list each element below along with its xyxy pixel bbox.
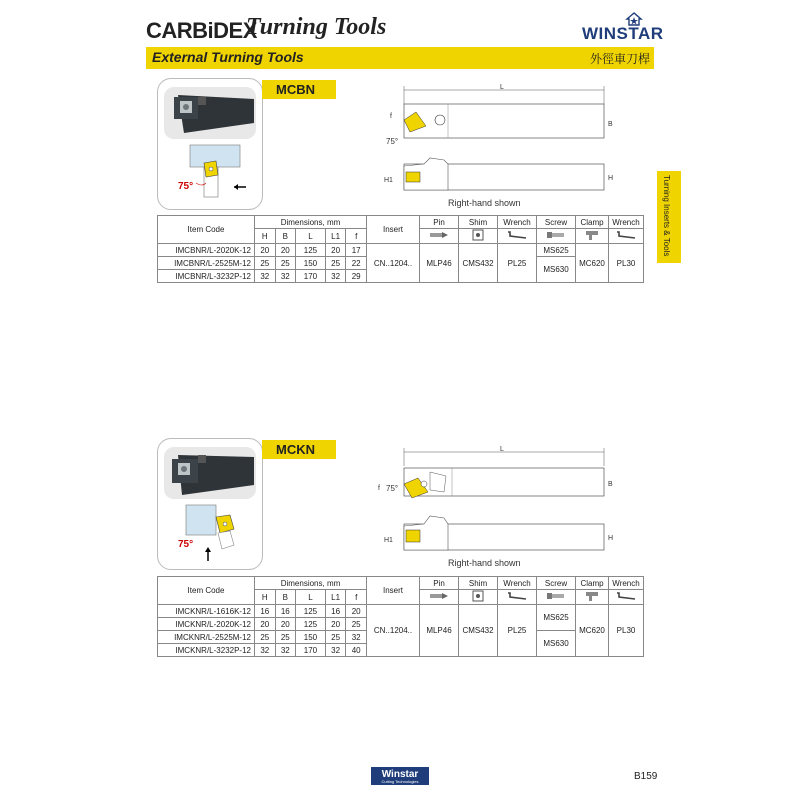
- tool-photo: [158, 441, 262, 505]
- col-item-code: Item Code: [158, 216, 255, 244]
- wrench-value: PL25: [498, 605, 537, 657]
- screw-value: MS625: [537, 244, 576, 257]
- dim-H: H: [608, 175, 614, 182]
- wrench-2-value: PL30: [609, 244, 644, 283]
- shim-value: CMS432: [459, 605, 498, 657]
- insert-value: CN..1204..: [367, 605, 420, 657]
- col-f: f: [346, 229, 367, 244]
- col-clamp: Clamp: [580, 217, 604, 227]
- col-screw: Screw: [544, 217, 568, 227]
- col-wrench-2: Wrench: [612, 578, 640, 588]
- clamp-value: MC620: [576, 605, 609, 657]
- col-screw: Screw: [544, 578, 568, 588]
- shim-icon: [471, 590, 485, 602]
- dim-angle: 75°: [386, 484, 399, 493]
- pin-value: MLP46: [420, 244, 459, 283]
- dim-L: L: [500, 84, 504, 91]
- wrench-2-icon: [615, 230, 637, 240]
- tool-drawing-mckn: [380, 444, 620, 574]
- footer-logo: [371, 767, 429, 785]
- insert-value: CN..1204..: [367, 244, 420, 283]
- col-wrench: Wrench: [503, 217, 531, 227]
- col-pin: Pin: [433, 217, 445, 227]
- col-wrench-2: Wrench: [612, 217, 640, 227]
- dim-L: L: [500, 446, 504, 453]
- col-shim: Shim: [468, 217, 488, 227]
- angle-label: 75°: [178, 539, 194, 550]
- col-H: H: [255, 229, 276, 244]
- winstar-logo-text: WINSTAR: [582, 24, 664, 43]
- product-photo-box-mckn: [157, 438, 263, 570]
- clamp-icon: [584, 590, 600, 602]
- clamp-icon: [584, 229, 600, 241]
- col-B: B: [275, 229, 296, 244]
- wrench-icon: [506, 230, 528, 240]
- col-f: f: [346, 590, 367, 605]
- pin-icon: [428, 230, 450, 240]
- insert-schematic: [158, 143, 262, 203]
- col-B: B: [275, 590, 296, 605]
- table-row: IMCKNR/L-2525M-12 25 25 150 25 32 MS630: [158, 631, 644, 644]
- col-L: L: [296, 590, 326, 605]
- dim-H1: H1: [384, 537, 393, 544]
- page-number: B159: [634, 771, 658, 782]
- dim-B: B: [608, 121, 613, 128]
- dim-B: B: [608, 481, 613, 488]
- drawing-caption: Right-hand shown: [448, 558, 521, 568]
- shim-icon: [471, 229, 485, 241]
- section-title-cn: 外徑車刀桿: [589, 52, 650, 66]
- table-row: IMCKNR/L-1616K-12 16 16 125 16 20 CN..1204.. MLP46 CMS432 PL25 MS625 MC620 PL30: [158, 605, 644, 618]
- pin-icon: [428, 591, 450, 601]
- section-bar: [146, 47, 654, 69]
- product-photo-box-mcbn: [157, 78, 263, 210]
- spec-table-mckn: [157, 576, 644, 657]
- table-row: IMCBNR/L-2525M-12 25 25 150 25 22 MS630: [158, 257, 644, 270]
- col-shim: Shim: [468, 578, 488, 588]
- page-title: Turning Tools: [246, 14, 387, 40]
- col-dimensions: Dimensions, mm: [255, 577, 367, 590]
- tool-photo: [158, 81, 262, 145]
- spec-table-mcbn: [157, 215, 644, 283]
- clamp-value: MC620: [576, 244, 609, 283]
- side-tab[interactable]: [657, 171, 681, 263]
- dim-H: H: [608, 535, 614, 542]
- shim-value: CMS432: [459, 244, 498, 283]
- dim-f: f: [390, 113, 392, 120]
- footer-logo-text: Winstar: [381, 769, 419, 780]
- screw-value: MS630: [537, 631, 576, 657]
- product-badge-mcbn: MCBN: [262, 80, 336, 99]
- section-title: External Turning Tools: [152, 49, 304, 65]
- side-tab-label: Turning Inserts & Tools: [662, 175, 671, 257]
- product-badge-mckn: MCKN: [262, 440, 336, 459]
- col-L1: L1: [325, 590, 346, 605]
- insert-schematic: [158, 503, 262, 563]
- pin-value: MLP46: [420, 605, 459, 657]
- table-row: IMCKNR/L-2020K-12 20 20 125 20 25: [158, 618, 644, 631]
- screw-icon: [545, 591, 567, 601]
- dim-angle: 75°: [386, 137, 399, 146]
- table-row: IMCBNR/L-3232P-12 32 32 170 32 29: [158, 270, 644, 283]
- col-item-code: Item Code: [158, 577, 255, 605]
- table-row: IMCKNR/L-3232P-12 32 32 170 32 40: [158, 644, 644, 657]
- col-H: H: [255, 590, 276, 605]
- col-L: L: [296, 229, 326, 244]
- col-L1: L1: [325, 229, 346, 244]
- drawing-caption: Right-hand shown: [448, 198, 521, 208]
- table-row: IMCBNR/L-2020K-12 20 20 125 20 17 CN..1204.. MLP46 CMS432 PL25 MS625 MC620 PL30: [158, 244, 644, 257]
- wrench-icon: [506, 591, 528, 601]
- wrench-value: PL25: [498, 244, 537, 283]
- wrench-2-icon: [615, 591, 637, 601]
- wrench-2-value: PL30: [609, 605, 644, 657]
- angle-label: 75°: [178, 181, 194, 192]
- col-insert: Insert: [367, 216, 420, 244]
- winstar-logo: [582, 12, 664, 43]
- footer-logo-sub: Cutting Technologies: [381, 779, 419, 784]
- col-clamp: Clamp: [580, 578, 604, 588]
- dim-f: f: [378, 485, 380, 492]
- col-dimensions: Dimensions, mm: [255, 216, 367, 229]
- tool-drawing-mcbn: [380, 82, 620, 212]
- dim-H1: H1: [384, 177, 393, 184]
- col-wrench: Wrench: [503, 578, 531, 588]
- brand-logo: CARBiDEX: [146, 18, 257, 43]
- screw-value: MS625: [537, 605, 576, 631]
- screw-icon: [545, 230, 567, 240]
- col-insert: Insert: [367, 577, 420, 605]
- screw-value: MS630: [537, 257, 576, 283]
- col-pin: Pin: [433, 578, 445, 588]
